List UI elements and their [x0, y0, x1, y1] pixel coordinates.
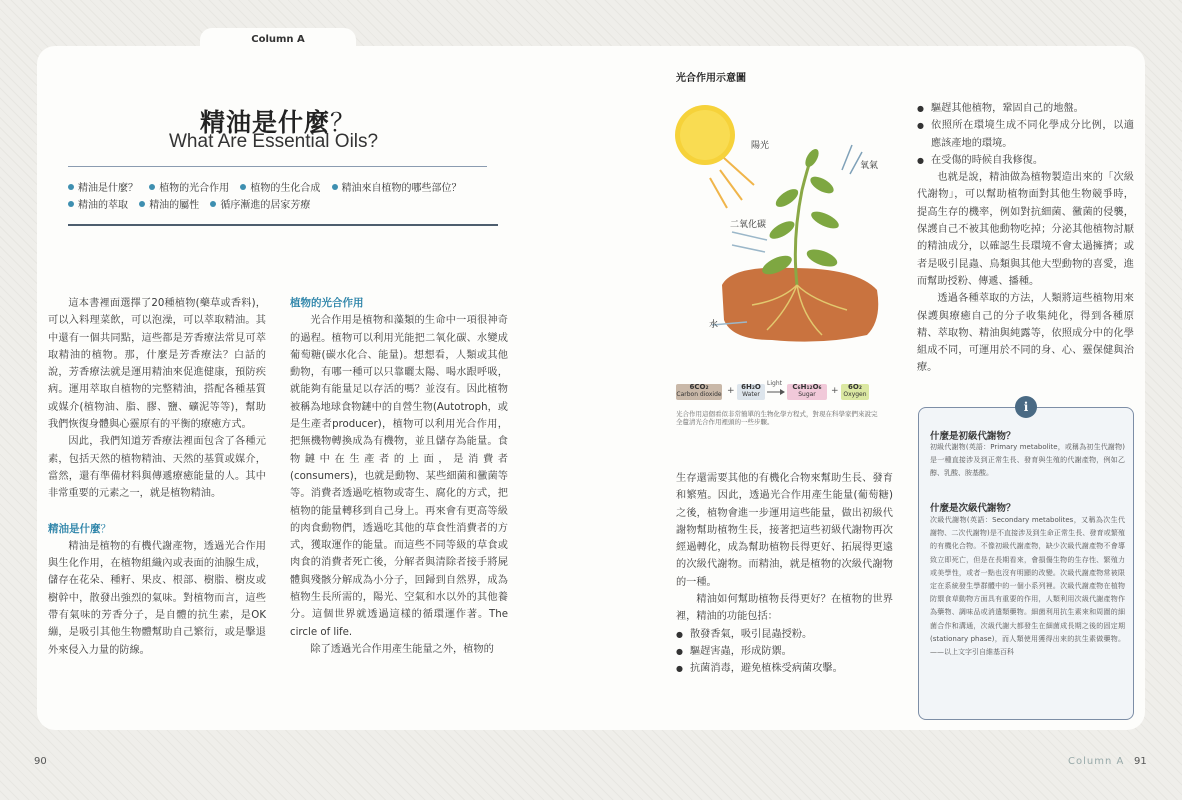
eq-plus: + [727, 386, 735, 396]
paragraph: 除了透過光合作用產生能量之外，植物的 [310, 643, 494, 655]
plant-leaves [760, 147, 842, 278]
oxygen-arrows [842, 145, 862, 174]
column-tab: Column A [200, 28, 356, 50]
title-divider [68, 166, 487, 167]
plant-stem [795, 155, 812, 285]
co2-arrows [732, 232, 767, 252]
info-icon: i [1015, 396, 1037, 418]
topic-item: 精油的屬性 [139, 197, 199, 214]
sunlight-label: 陽光 [751, 141, 770, 151]
sunlight-arrows [710, 158, 754, 208]
running-footer: Column A [1068, 756, 1125, 767]
eq-name: Carbon dioxide [676, 391, 722, 398]
eq-light-label: Light [767, 380, 782, 387]
eq-formula: 6CO₂ [689, 383, 709, 391]
eq-name: Oxygen [843, 391, 867, 398]
heading-question-mark: ？ [100, 522, 111, 535]
page-title-en: What Are Essential Oils? [169, 131, 379, 152]
eq-name: Water [742, 391, 760, 398]
column-3 [676, 470, 893, 678]
topic-list [68, 180, 498, 214]
soil-mound [722, 268, 878, 342]
paragraph: 生存還需要其他的有機化合物來幫助生長、發育和繁殖。因此，透過光合作用產生能量(葡萄糖)之後，植物會進一步運用這些能量，做出初級代謝物幫助植物生長，接著把這些初級代謝物再次經過轉化，成為幫助植物長得更好、拓展得更遠的次級代謝物。而精油，就是植物的次級代謝物的一種。 [676, 473, 893, 588]
eq-formula: 6O₂ [848, 383, 862, 391]
paragraph: 因此，我們知道芳香療法裡面包含了各種元素，包括天然的植物精油、天然的基質或媒介，當然，還有準備材料與傳遞療癒能量的人。其中非常重要的元素之一，就是植物精油。 [48, 436, 266, 500]
equation-sugar [787, 384, 827, 400]
column-2 [290, 295, 508, 658]
figure-title: 光合作用示意圖 [676, 73, 746, 84]
info-text: 初級代謝物(英語：Primary metabolite，或稱為初生代謝物)是一種直接涉及到正常生長、發育與生殖的代謝產物，例如乙醇、乳酸、胺基酸。 [930, 443, 1125, 478]
heading-text: 精油是什麼 [48, 522, 101, 535]
co2-label: 二氧化碳 [730, 220, 767, 230]
equation-co2 [676, 384, 722, 400]
list-item: ● 在受傷的時候自我修復。 [917, 152, 1134, 169]
list-item: ● 散發香氣，吸引昆蟲授粉。 [676, 626, 893, 643]
title-question-mark: ？ [330, 108, 357, 137]
oxygen-label: 氧氣 [860, 161, 879, 171]
eq-formula: C₆H₁₂O₆ [792, 383, 822, 391]
paragraph: 這本書裡面選擇了20種植物(藥草或香料)，可以入料理菜飲，可以泡澡，可以萃取精油。其中還有一個共同點，這些都是芳香療法常見可萃取精油的植物。那，什麼是芳香療法？白話的說，芳香療法就是運用精油來促進健康，預防疾病。運用萃取自植物的完整精油，搭配各種基質或媒介(植物油、脂、膠、鹽、礦泥等等)，幫助我們恢復身體與心靈原有的平衡的療癒方式。 [48, 298, 266, 431]
eq-arrow-icon [767, 389, 785, 395]
info-heading: 什麼是次級代謝物？ [930, 503, 1016, 514]
paragraph: 光合作用是植物和藻類的生命中一項很神奇的過程。植物可以利用光能把二氧化碳、水變成葡萄糖(碳水化合、能量)。想想看，人類或其他動物，有哪一種可以只靠曬太陽、喝水跟呼吸，就能夠有能量足以存活的嗎？並沒有。因此植物被稱為地球食物鏈中的自營生物(Autotroph，或是生產者producer)，植物可以利用光合作用，把無機物轉換成為有機物，並且儲存為能量。食物鏈中在生產者的上面，是消費者(consumers)，也就是動物、某些細菌和黴菌等等。消費者透過吃植物或寄生、腐化的方式，把植物的能量轉移到自己身上。再來會有更高等級的肉食動物們，透過吃其他的草食性消費者的方式，獲取運作的能量。而這些不同等級的草食或肉食的消費者死亡後，分解者與清除者接手將屍體與殘骸分解成為小分子，回歸到自然界，成為植物生長所需的，陽光、空氣和水以外的其他養分。這個世界就透過這樣的循環運作著。The circle of life. [290, 315, 508, 638]
paragraph: 精油是植物的有機代謝產物，透過光合作用與生化作用，在植物組織內或表面的油腺生成，儲存在花朵、種籽、果皮、根部、樹脂、樹皮或樹幹中，散發出強烈的氣味。對植物而言，這些帶有氣味的芳香分子，是自體的抗生素，是OK繃，是吸引其他生物體幫助自己繁衍，或是擊退外來侵入力量的防線。 [48, 540, 266, 656]
eq-name: Sugar [798, 391, 816, 398]
column-1 [48, 295, 266, 659]
sun-inner [680, 110, 730, 160]
equation-water [737, 384, 765, 400]
function-list [917, 100, 1134, 169]
list-item: ● 抗菌消毒，避免植株受病菌攻擊。 [676, 660, 893, 677]
title-zh-text: 精油是什麼 [200, 108, 331, 137]
figure-caption: 光合作用這個看似非常簡單的生物化學方程式，對現在科學家們來說完全釐清光合作用裡頭的一些步驟。 [676, 410, 878, 426]
water-label: 水 [709, 320, 719, 330]
topic-item: 精油的萃取 [68, 197, 128, 214]
list-item: ● 驅趕其他植物，鞏固自己的地盤。 [917, 100, 1134, 117]
topic-item: 精油來自植物的哪些部位？ [332, 180, 462, 197]
photosynthesis-illustration [672, 90, 882, 380]
paragraph: 精油如何幫助植物長得更好？在植物的世界裡，精油的功能包括： [676, 594, 893, 623]
eq-plus: + [831, 386, 839, 396]
eq-formula: 6H₂O [741, 383, 761, 391]
info-heading: 什麼是初級代謝物？ [930, 431, 1016, 442]
section-heading [48, 521, 266, 538]
function-list [676, 626, 893, 678]
paragraph: 也就是說，精油做為植物製造出來的「次級代謝物」，可以幫助植物面對其他生物競爭時，提高生存的機率，例如對抗細菌、黴菌的侵襲，保護自己不被其他動物吃掉；分泌其他植物討厭的精油成分，以確認生長環境不會太過擁擠；或者是吸引昆蟲、鳥類與其他大型動物的喜愛，進而幫助授粉、傳遞、播種。 [917, 172, 1134, 287]
paragraph: 透過各種萃取的方法，人類將這些植物用來保護與療癒自己的分子收集純化，得到各種原精、萃取物、精油與純露等，依照成分中的化學組成不同，可運用於不同的身、心、靈保健與治療。 [917, 293, 1134, 374]
topic-item: 循序漸進的居家芳療 [210, 197, 310, 214]
column-4 [917, 100, 1134, 377]
topic-item: 精油是什麼？ [68, 180, 138, 197]
section-heading: 植物的光合作用 [290, 297, 364, 309]
equation-oxygen [841, 384, 869, 400]
list-item: ● 依照所在環境生成不同化學成分比例，以適應該產地的環境。 [917, 117, 1134, 152]
list-item: ● 驅趕害蟲，形成防禦。 [676, 643, 893, 660]
page-number-right: 91 [1134, 756, 1147, 767]
topic-item: 植物的光合作用 [149, 180, 229, 197]
info-text: 次級代謝物(英語：Secondary metabolites，又稱為次生代謝物、二次代謝物)是不直接涉及到生命正常生長、發育或繁殖的有機化合物。不像初級代謝產物，缺少次級代謝產物不會導致立即死亡，但是在長期看來，會損傷生物的生存性、繁殖力或美學性，或者一點也沒有明顯的改變。次級代謝產物常被限定在系統發生學群體中的一個小系列裡。次級代謝產物在植物防禦食草動物方面具有重要的作用，人類利用次級代謝產物作為藥物、調味品或消遣類藥物。細菌利用抗生素來和周圍的細菌合作和溝通，次級代謝大都發生在細菌成長期之後的固定期(stationary phase)，而人類使用獲得出來的抗生素做藥物。——以上文字引自維基百科 [930, 516, 1125, 657]
topic-item: 植物的生化合成 [240, 180, 320, 197]
page-number-left: 90 [34, 756, 47, 767]
